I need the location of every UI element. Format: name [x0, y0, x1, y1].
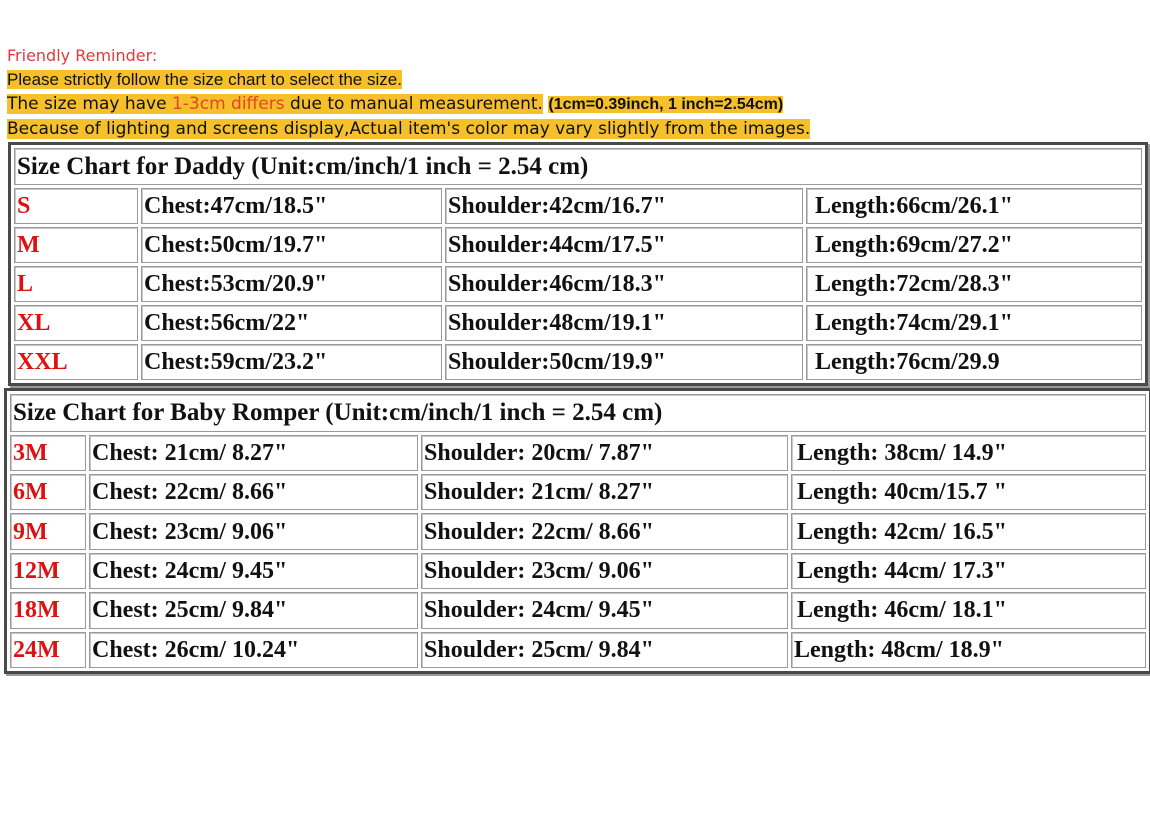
shoulder-cell: Shoulder: 21cm/ 8.27": [421, 474, 788, 510]
size-cell: 6M: [10, 474, 86, 510]
table-row: [10, 632, 1146, 668]
size-cell: 9M: [10, 513, 86, 549]
shoulder-cell: Shoulder:50cm/19.9": [445, 344, 803, 380]
size-cell: 18M: [10, 592, 86, 628]
reminder-title: Friendly Reminder:: [7, 46, 158, 65]
reminder-line-2-post: due to manual measurement.: [284, 94, 543, 114]
shoulder-cell: Shoulder: 20cm/ 7.87": [421, 435, 788, 471]
table-row: [10, 592, 1146, 628]
shoulder-cell: Shoulder: 25cm/ 9.84": [421, 632, 788, 668]
chest-cell: Chest:59cm/23.2": [141, 344, 442, 380]
daddy-chart-title: Size Chart for Daddy (Unit:cm/inch/1 inch = 2.54 cm): [14, 148, 1142, 185]
size-cell: XXL: [14, 344, 138, 380]
chest-cell: Chest:53cm/20.9": [141, 266, 442, 302]
length-cell: Length:74cm/29.1": [806, 305, 1142, 341]
baby-title-row: [10, 394, 1146, 432]
chest-cell: Chest: 21cm/ 8.27": [89, 435, 418, 471]
size-cell: M: [14, 227, 138, 263]
baby-size-table: [7, 391, 1149, 671]
table-row: [14, 227, 1142, 263]
table-row: [14, 188, 1142, 224]
table-row: [10, 474, 1146, 510]
table-row: [10, 513, 1146, 549]
chest-cell: Chest:47cm/18.5": [141, 188, 442, 224]
shoulder-cell: Shoulder: 23cm/ 9.06": [421, 553, 788, 589]
shoulder-cell: Shoulder:44cm/17.5": [445, 227, 803, 263]
reminder-line-1-text: Please strictly follow the size chart to select the size.: [7, 70, 402, 89]
length-cell: Length: 46cm/ 18.1": [791, 592, 1146, 628]
table-row: [14, 305, 1142, 341]
reminder-line-2-conversion: (1cm=0.39inch, 1 inch=2.54cm): [548, 96, 784, 113]
shoulder-cell: Shoulder:46cm/18.3": [445, 266, 803, 302]
table-row: [10, 435, 1146, 471]
length-cell: Length: 42cm/ 16.5": [791, 513, 1146, 549]
size-cell: 24M: [10, 632, 86, 668]
table-row: [14, 344, 1142, 380]
length-cell: Length: 48cm/ 18.9": [791, 632, 1146, 668]
length-cell: Length: 40cm/15.7 ": [791, 474, 1146, 510]
daddy-title-row: [14, 148, 1142, 185]
chest-cell: Chest: 25cm/ 9.84": [89, 592, 418, 628]
daddy-size-chart: [8, 142, 1148, 386]
table-row: [10, 553, 1146, 589]
size-cell: XL: [14, 305, 138, 341]
shoulder-cell: Shoulder:42cm/16.7": [445, 188, 803, 224]
chest-cell: Chest:56cm/22": [141, 305, 442, 341]
reminder-line-3-text: Because of lighting and screens display,Actual item's color may vary slightly from the images.: [7, 119, 811, 139]
size-cell: S: [14, 188, 138, 224]
size-cell: 12M: [10, 553, 86, 589]
reminder-line-3: [7, 118, 810, 143]
chest-cell: Chest: 22cm/ 8.66": [89, 474, 418, 510]
length-cell: Length:72cm/28.3": [806, 266, 1142, 302]
chest-cell: Chest: 24cm/ 9.45": [89, 553, 418, 589]
size-cell: L: [14, 266, 138, 302]
daddy-size-table: [11, 145, 1145, 383]
chest-cell: Chest: 23cm/ 9.06": [89, 513, 418, 549]
length-cell: Length: 38cm/ 14.9": [791, 435, 1146, 471]
friendly-reminder: [7, 46, 810, 143]
size-cell: 3M: [10, 435, 86, 471]
shoulder-cell: Shoulder: 24cm/ 9.45": [421, 592, 788, 628]
reminder-line-1: [7, 68, 810, 93]
length-cell: Length: 44cm/ 17.3": [791, 553, 1146, 589]
shoulder-cell: Shoulder:48cm/19.1": [445, 305, 803, 341]
reminder-line-2: [7, 93, 810, 118]
shoulder-cell: Shoulder: 22cm/ 8.66": [421, 513, 788, 549]
table-row: [14, 266, 1142, 302]
reminder-line-2-highlight: [7, 94, 543, 114]
chest-cell: Chest: 26cm/ 10.24": [89, 632, 418, 668]
baby-romper-size-chart: [4, 388, 1150, 674]
reminder-line-2-red: 1-3cm differs: [171, 94, 285, 114]
length-cell: Length:66cm/26.1": [806, 188, 1142, 224]
reminder-line-2-pre: The size may have: [7, 94, 172, 114]
baby-chart-title: Size Chart for Baby Romper (Unit:cm/inch/1 inch = 2.54 cm): [10, 394, 1146, 432]
length-cell: Length:69cm/27.2": [806, 227, 1142, 263]
chest-cell: Chest:50cm/19.7": [141, 227, 442, 263]
length-cell: Length:76cm/29.9: [806, 344, 1142, 380]
